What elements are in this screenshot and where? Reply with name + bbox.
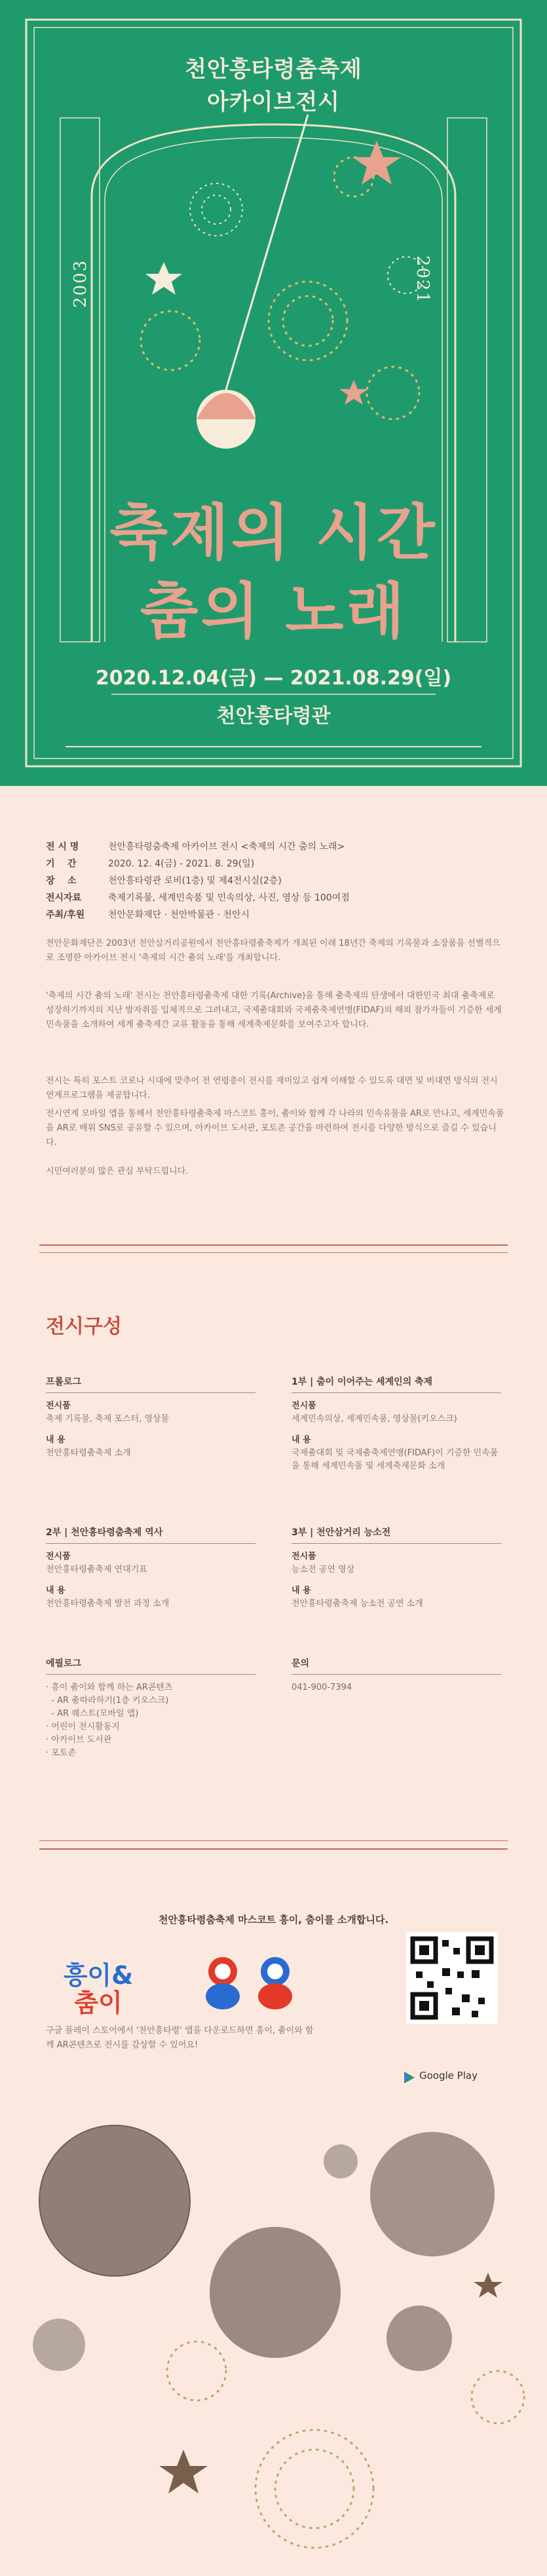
poster-subtitle: 아카이브전시 <box>206 89 341 115</box>
poster-title: 천안흥타령춤축제 <box>185 56 362 83</box>
card-label: 내 용 <box>46 1435 66 1445</box>
main-title-line2: 춤의 노래 <box>140 576 407 646</box>
app-description: 구글 플레이 스토어에서 '천안흥타령' 앱을 다운로드하면 흥이, 춤이와 함께 AR콘텐츠로 전시를 감상할 수 있어요! <box>46 2026 314 2050</box>
card-value: 세계민속의상, 세계민속품, 영상물(키오스크) <box>292 1414 457 1424</box>
card-epilogue <box>46 1657 255 1760</box>
logo-line1: 흥이& <box>63 1961 134 1990</box>
card-contact <box>292 1657 501 1694</box>
info-key: 주최/후원 <box>46 910 85 920</box>
info-value: 축제기록물, 세계민속품 및 민속의상, 사진, 영상 등 100여점 <box>108 893 350 903</box>
card-value: 국제춤대회 및 국제춤축제연맹(FIDAF)이 기증한 민속품을 통해 세계민속품 및 세계축제문화 소개 <box>292 1448 499 1471</box>
info-value: 천안흥타령관 로비(1층) 및 제4전시실(2층) <box>108 876 282 886</box>
desc-paragraph-4: 전시연계 모바일 앱을 통해서 천안흥타령춤축제 마스코트 흥이, 춤이와 함께 각 나라의 민속유물을 AR로 만나고, 세계민속품을 AR로 배워 SNS로 공유할 수 있으며, 아카이브 도서관, 포토존 공간을 마련하여 전시를 다양한 방식으로 즐길 수 있습니다. <box>46 1109 504 1148</box>
info-value: 천안흥타령춤축제 아카이브 전시 <축제의 시간 춤의 노래> <box>108 842 345 852</box>
info-row <box>46 906 504 924</box>
epilogue-item: · 포토존 <box>46 1748 76 1758</box>
card-head: 프롤로그 <box>46 1375 255 1393</box>
card-part3 <box>292 1526 501 1611</box>
divider <box>39 1840 508 1841</box>
card-prologue <box>46 1375 255 1460</box>
exhibition-venue: 천안흥타령관 <box>216 705 331 728</box>
desc-paragraph-5: 시민여러분의 많은 관심 부탁드립니다. <box>46 1167 189 1176</box>
year-start: 2003 <box>71 259 90 308</box>
card-value: 천안흥타령춤축제 능소전 공연 소개 <box>292 1599 423 1609</box>
card-label: 전시품 <box>46 1401 71 1411</box>
info-value: 천안문화재단 · 천안박물관 · 천안시 <box>108 910 250 920</box>
divider <box>39 1848 508 1850</box>
card-label: 내 용 <box>292 1435 311 1445</box>
card-head: 3부 | 천안삼거리 능소전 <box>292 1526 501 1544</box>
card-head: 문의 <box>292 1657 501 1675</box>
contact-phone[interactable]: 041-900-7394 <box>292 1683 352 1692</box>
card-label: 전시품 <box>46 1552 71 1561</box>
photo-collage <box>0 2122 547 2576</box>
epilogue-item: - AR 퀘스트(모바일 앱) <box>46 1709 139 1719</box>
card-value: 축제 기록물, 축제 포스터, 영상물 <box>46 1414 170 1424</box>
desc-paragraph-2: '축제의 시간 춤의 노래' 전시는 천안흥타령춤축제 대한 기록(Archive)을 통해 춤축제의 탄생에서 대한민국 최대 춤축제로 성장하기까지의 지난 발자취를 입체적으로 그려내고, 국제춤대회와 국제춤축제연맹(FIDAF)의 해외 참가자들이 기증한 세계민속품을 소개하여 세계 춤축제간 교류 활동을 통해 세계축제문화를 보여주고자 합니다. <box>46 991 502 1030</box>
card-label: 전시품 <box>292 1401 316 1411</box>
card-label: 전시품 <box>292 1552 316 1561</box>
epilogue-item: · 아카이브 도서관 <box>46 1735 112 1745</box>
qr-code-icon[interactable] <box>406 1932 498 2024</box>
main-title-line1: 축제의 시간 <box>109 498 438 568</box>
epilogue-item: · 어린이 전시활동지 <box>46 1722 120 1732</box>
divider <box>39 1244 508 1246</box>
desc-paragraph-1: 천안문화재단은 2003년 천안삼거리공원에서 천안흥타령춤축제가 개최된 이래 18년간 축제의 기록물과 소장품을 선별적으로 조명한 아카이브 전시 '축제의 시간 춤의 노래'를 개최합니다. <box>46 939 500 963</box>
epilogue-item: - AR 춤따라하기(1층 키오스크) <box>46 1696 169 1706</box>
card-head: 에필로그 <box>46 1657 255 1675</box>
exhibition-info <box>46 838 504 924</box>
info-row <box>46 872 504 889</box>
mascot-heading: 천안흥타령춤축제 마스코트 흥이, 춤이를 소개합니다. <box>158 1914 389 1926</box>
card-value: 능소전 공연 영상 <box>292 1565 355 1575</box>
mascot-logo <box>52 1962 144 2017</box>
info-row <box>46 855 504 872</box>
card-label: 내 용 <box>46 1586 66 1596</box>
card-value: 천안흥타령춤축제 연대기표 <box>46 1565 147 1575</box>
info-value: 2020. 12. 4(금) - 2021. 8. 29(일) <box>108 859 255 869</box>
info-row <box>46 889 504 906</box>
card-value: 천안흥타령춤축제 발전 과정 소개 <box>46 1599 170 1609</box>
exhibition-dates: 2020.12.04(금) — 2021.08.29(일) <box>95 667 452 690</box>
year-end: 2021 <box>413 255 432 305</box>
card-part2 <box>46 1526 255 1611</box>
section-title: 전시구성 <box>46 1315 122 1338</box>
desc-paragraph-3: 전시는 특히 포스트 코로나 시대에 맞추어 전 연령층이 전시를 재미있고 쉽게 이해할 수 있도록 대면 및 비대면 방식의 전시연계프로그램을 제공합니다. <box>46 1076 498 1100</box>
google-play-label[interactable]: Google Play <box>419 2070 478 2081</box>
info-row <box>46 838 504 855</box>
divider <box>39 1252 508 1253</box>
google-play-icon <box>404 2071 415 2084</box>
mascot-characters <box>183 1952 314 2011</box>
card-head: 2부 | 천안흥타령춤축제 역사 <box>46 1526 255 1544</box>
card-head: 1부 | 춤이 이어주는 세계인의 축제 <box>292 1375 501 1393</box>
card-part1 <box>292 1375 501 1473</box>
card-value: 천안흥타령춤축제 소개 <box>46 1448 131 1458</box>
card-label: 내 용 <box>292 1586 311 1596</box>
epilogue-item: · 흥이 춤이와 함께 하는 AR콘텐츠 <box>46 1683 173 1692</box>
info-key: 전시자료 <box>46 893 82 903</box>
poster <box>0 0 547 786</box>
info-key: 전 시 명 <box>46 842 79 852</box>
info-key: 장 소 <box>46 876 77 886</box>
logo-line2: 춤이 <box>74 1988 123 2017</box>
info-key: 기 간 <box>46 859 77 869</box>
